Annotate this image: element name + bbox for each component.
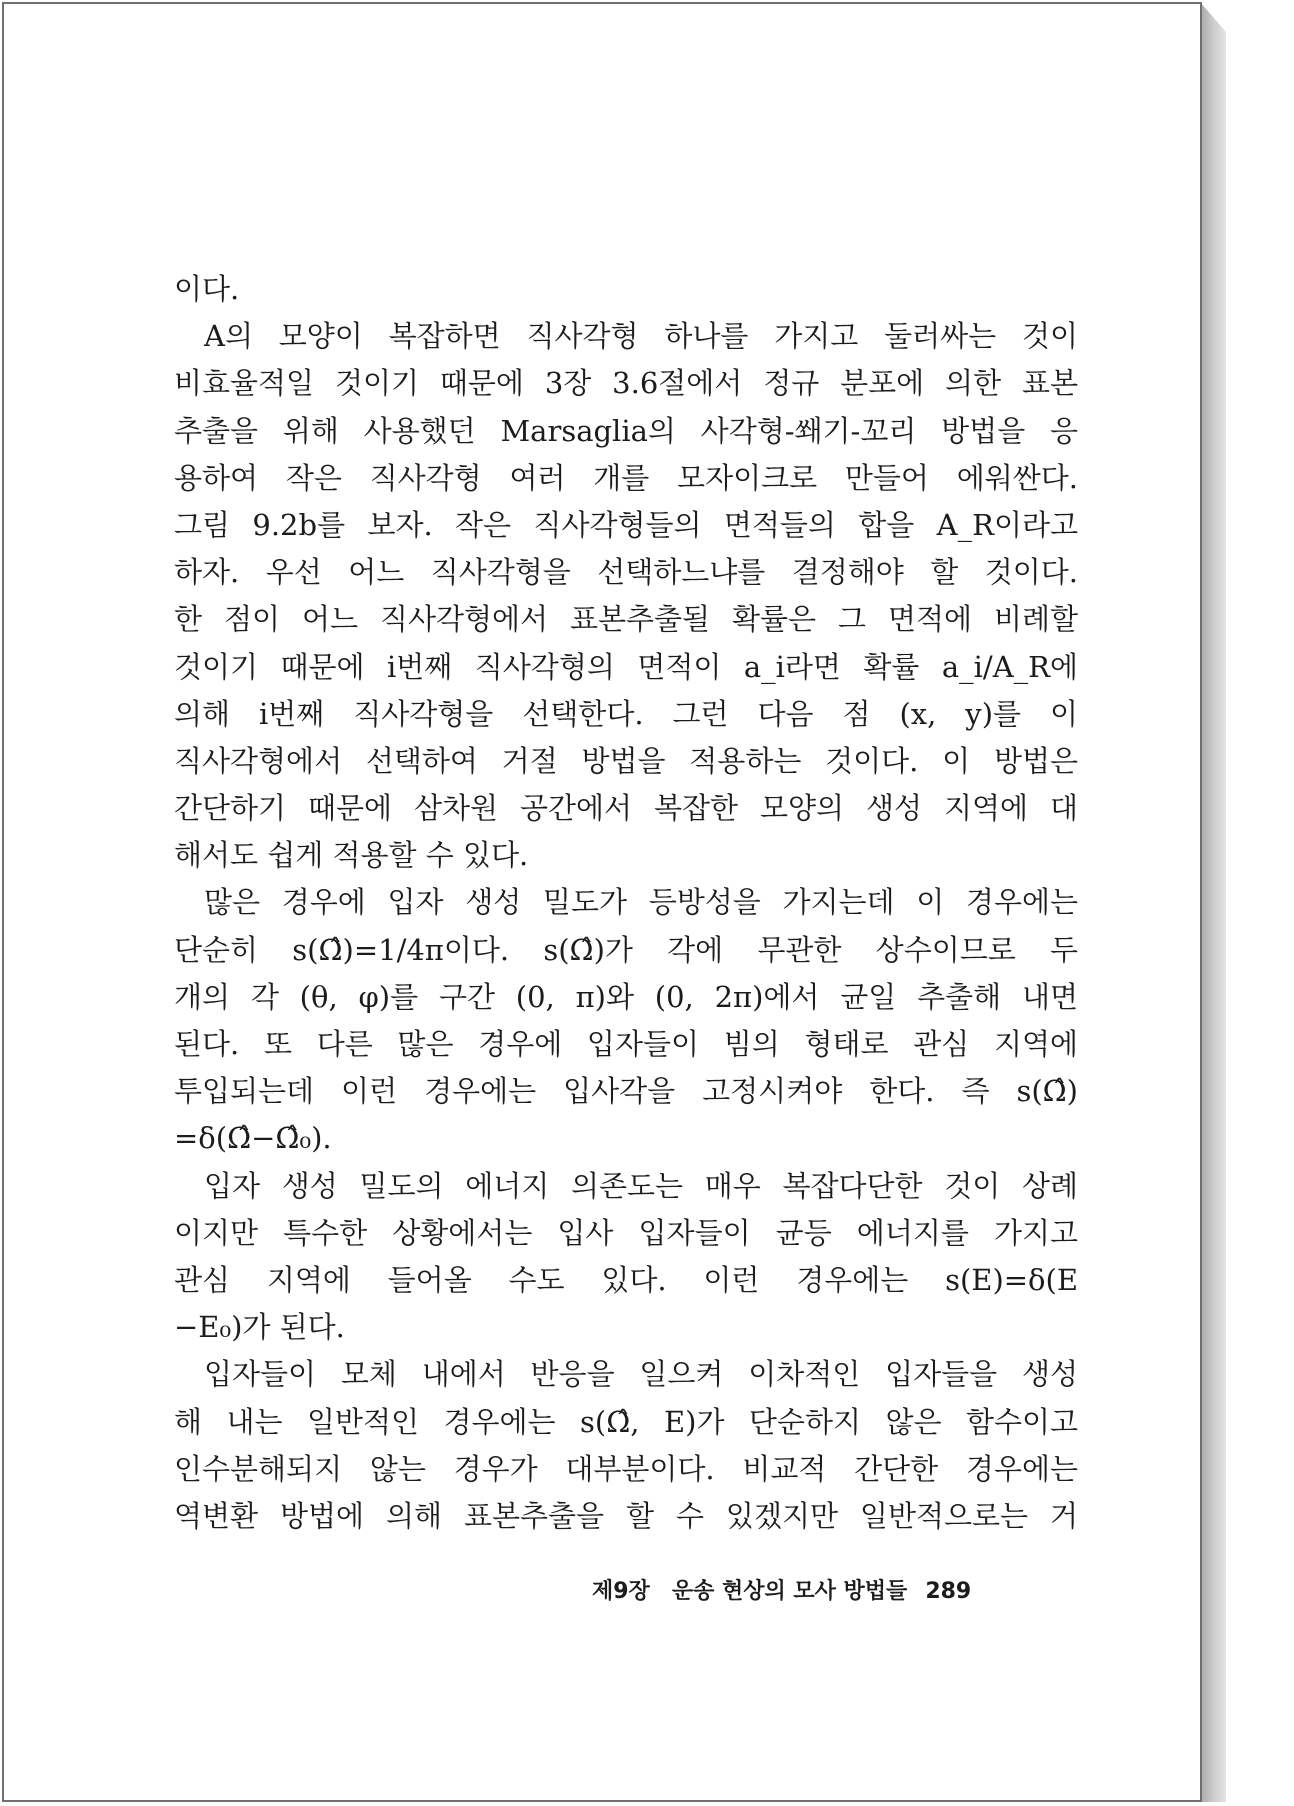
text-line: 하자. 우선 어느 직사각형을 선택하느냐를 결정해야 할 것이다. [174, 555, 1078, 590]
text-line: 관심 지역에 들어올 수도 있다. 이런 경우에는 s(E)=δ(E [174, 1262, 1078, 1297]
text-line: −E₀)가 된다. [174, 1310, 345, 1345]
text-line: 개의 각 (θ, φ)를 구간 (0, π)와 (0, 2π)에서 균일 추출해 내면 [174, 979, 1078, 1014]
text-line: 투입되는데 이런 경우에는 입사각을 고정시켜야 한다. 즉 s(Ω̂) [174, 1074, 1078, 1109]
text-line: 것이기 때문에 i번째 직사각형의 면적이 a_i라면 확률 a_i/A_R에 [174, 649, 1078, 684]
text-line: 많은 경우에 입자 생성 밀도가 등방성을 가지는데 이 경우에는 [204, 885, 1078, 920]
text-line: 직사각형에서 선택하여 거절 방법을 적용하는 것이다. 이 방법은 [174, 743, 1078, 778]
text-line: 한 점이 어느 직사각형에서 표본추출될 확률은 그 면적에 비례할 [174, 602, 1078, 637]
page-edge [1200, 2, 1226, 1802]
book-page [2, 2, 1202, 1802]
text-line: 역변환 방법에 의해 표본추출을 할 수 있겠지만 일반적으로는 거 [174, 1498, 1078, 1533]
text-line: 해서도 쉽게 적용할 수 있다. [174, 838, 529, 873]
text-line: 그림 9.2b를 보자. 작은 직사각형들의 면적들의 합을 A_R이라고 [174, 507, 1078, 542]
page-number: 289 [925, 1579, 972, 1604]
footer-chapter: 제9장 [592, 1579, 650, 1604]
text-line: 인수분해되지 않는 경우가 대부분이다. 비교적 간단한 경우에는 [174, 1451, 1078, 1486]
text-line: 추출을 위해 사용했던 Marsaglia의 사각형-쐐기-꼬리 방법을 응 [174, 413, 1078, 448]
text-line: 이지만 특수한 상황에서는 입사 입자들이 균등 에너지를 가지고 [174, 1215, 1078, 1250]
text-line: 입자 생성 밀도의 에너지 의존도는 매우 복잡다단한 것이 상례 [204, 1168, 1078, 1203]
text-line: 단순히 s(Ω̂)=1/4π이다. s(Ω̂)가 각에 무관한 상수이므로 두 [174, 932, 1078, 967]
text-line: 비효율적일 것이기 때문에 3장 3.6절에서 정규 분포에 의한 표본 [174, 366, 1078, 401]
page-footer [592, 1574, 1052, 1605]
text-line: 입자들이 모체 내에서 반응을 일으켜 이차적인 입자들을 생성 [204, 1357, 1078, 1392]
text-line: 용하여 작은 직사각형 여러 개를 모자이크로 만들어 에워싼다. [174, 460, 1078, 495]
body-text [174, 266, 1078, 1540]
text-line: A의 모양이 복잡하면 직사각형 하나를 가지고 둘러싸는 것이 [204, 319, 1078, 354]
text-line: 이다. [174, 272, 240, 306]
text-line: =δ(Ω̂−Ω̂₀). [174, 1121, 332, 1156]
text-line: 해 내는 일반적인 경우에는 s(Ω̂, E)가 단순하지 않은 함수이고 [174, 1404, 1078, 1439]
text-line: 의해 i번째 직사각형을 선택한다. 그런 다음 점 (x, y)를 이 [174, 696, 1078, 731]
footer-title: 운송 현상의 모사 방법들 [671, 1579, 908, 1604]
text-line: 된다. 또 다른 많은 경우에 입자들이 빔의 형태로 관심 지역에 [174, 1027, 1078, 1061]
text-line: 간단하기 때문에 삼차원 공간에서 복잡한 모양의 생성 지역에 대 [174, 791, 1078, 826]
